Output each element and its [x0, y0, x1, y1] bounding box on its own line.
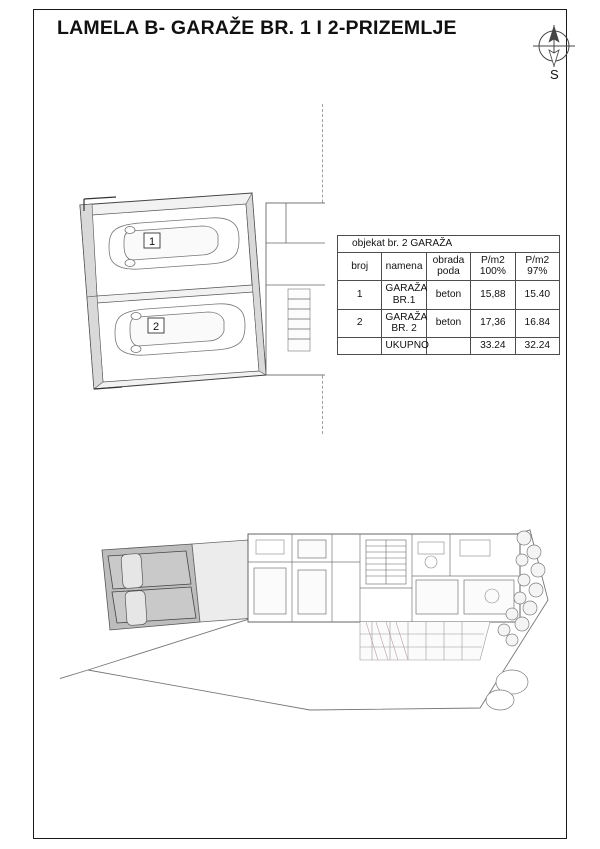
col-header-p97: [515, 252, 559, 280]
cell-p100: 15,88: [471, 281, 515, 309]
cell-obrada: beton: [426, 281, 470, 309]
col-header-p97-line1: P/m2: [525, 254, 550, 266]
col-header-obrada-line1: obrada: [432, 254, 465, 266]
car-outline-icon: [115, 304, 245, 355]
col-header-obrada-line2: poda: [437, 266, 460, 278]
garage-specification-table: [337, 235, 560, 355]
cell-broj: 1: [338, 281, 382, 309]
page-title: LAMELA B- GARAŽE BR. 1 I 2-PRIZEMLJE: [57, 17, 457, 39]
col-header-p100: [471, 252, 515, 280]
table-row: [338, 281, 560, 309]
col-header-p97-line2: 97%: [527, 266, 548, 278]
table-total-row: [338, 338, 560, 355]
cell-total-blank: [338, 338, 382, 355]
cell-namena: GARAŽA BR.1: [382, 281, 426, 309]
cell-p97: 15.40: [515, 281, 559, 309]
upper-garage-floor-plan: [70, 185, 325, 400]
room-label-2: 2: [153, 321, 160, 333]
north-label: S: [550, 67, 559, 80]
col-header-obrada: [426, 252, 470, 280]
cell-obrada: beton: [426, 309, 470, 337]
table-header-title-row: [338, 236, 560, 253]
table-row: [338, 309, 560, 337]
cell-total-label: UKUPNO: [382, 338, 426, 355]
col-header-broj: broj: [338, 252, 382, 280]
col-header-p100-line1: P/m2: [480, 254, 505, 266]
lower-ground-floor-site-plan: [60, 510, 552, 725]
cell-broj: 2: [338, 309, 382, 337]
col-header-namena: namena: [382, 252, 426, 280]
col-header-p100-line2: 100%: [479, 266, 506, 278]
car-outline-icon: [109, 218, 239, 269]
cell-total-p97: 32.24: [515, 338, 559, 355]
table-column-header-row: [338, 252, 560, 280]
room-label-1: 1: [149, 236, 156, 248]
cell-p97: 16.84: [515, 309, 559, 337]
cell-p100: 17,36: [471, 309, 515, 337]
table-title: objekat br. 2 GARAŽA: [338, 236, 560, 253]
cell-namena: GARAŽA BR. 2: [382, 309, 426, 337]
compass-north-arrow-icon: [528, 22, 580, 80]
cell-total-obrada-blank: [426, 338, 470, 355]
cell-total-p100: 33.24: [471, 338, 515, 355]
staircase-symbol: [366, 540, 406, 584]
